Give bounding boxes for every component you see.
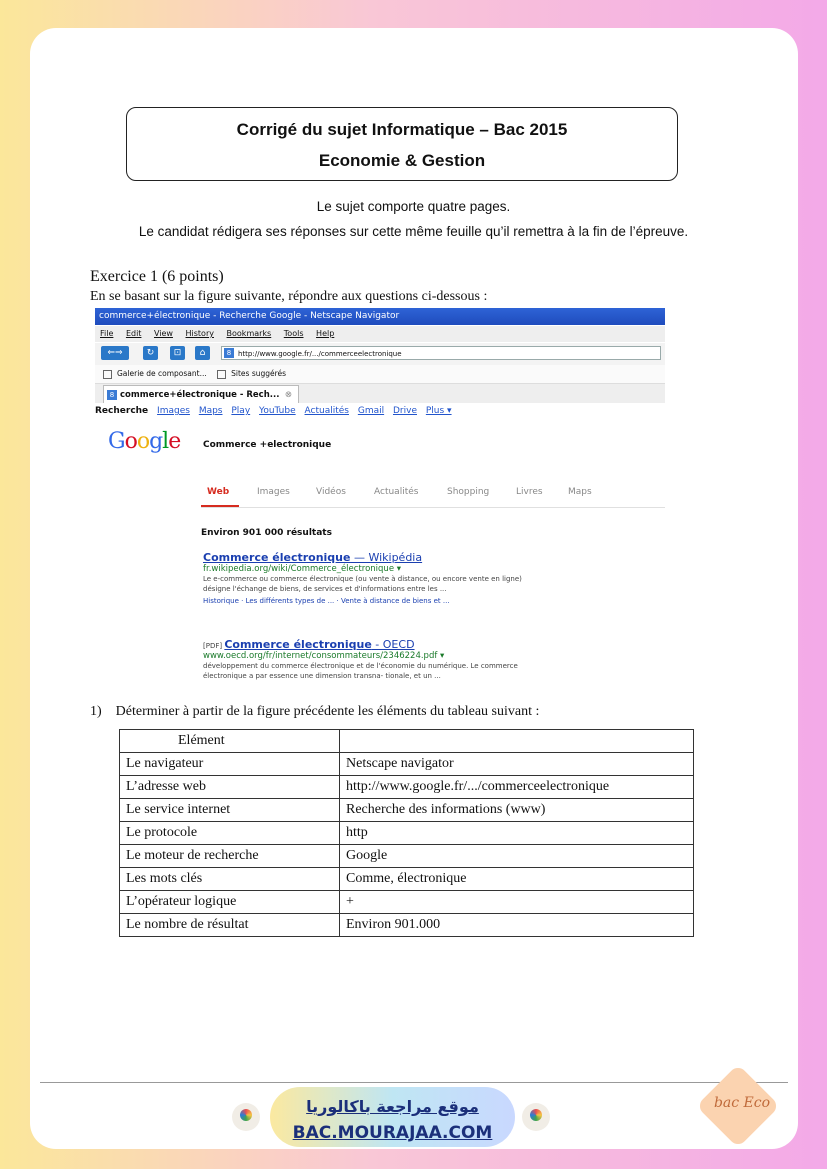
table-header-cell: [340, 730, 694, 753]
search-tab-images[interactable]: Images: [257, 487, 290, 497]
table-row: [120, 845, 694, 868]
divider: [201, 507, 665, 508]
table-cell: Le service internet: [120, 799, 340, 822]
table-cell: Les mots clés: [120, 868, 340, 891]
back-forward-icon[interactable]: ⇐⇒: [101, 346, 129, 360]
table-cell: Recherche des informations (www): [340, 799, 694, 822]
footer-divider: [40, 1082, 788, 1083]
search-result: [203, 553, 522, 606]
google-bar-recherche[interactable]: Recherche: [95, 406, 149, 416]
table-cell: Le navigateur: [120, 753, 340, 776]
menu-tools[interactable]: Tools: [283, 329, 304, 338]
bookmark-icon: [103, 370, 112, 379]
search-tab-web[interactable]: Web: [207, 487, 230, 497]
bookmark-galerie[interactable]: Galerie de composant...: [117, 369, 207, 378]
result-tag: [PDF]: [203, 642, 223, 650]
exercise-title: Exercice 1 (6 points): [90, 268, 224, 285]
result-title[interactable]: Commerce électronique: [224, 638, 372, 651]
table-row: [120, 776, 694, 799]
menu-help[interactable]: Help: [316, 329, 335, 338]
exercise-intro: En se basant sur la figure suivante, répondre aux questions ci-dessous :: [90, 289, 488, 304]
menu-bookmarks[interactable]: Bookmarks: [226, 329, 272, 338]
results-count: Environ 901 000 résultats: [201, 528, 332, 538]
result-source[interactable]: - OECD: [371, 638, 415, 651]
google-favicon-icon: 8: [107, 390, 117, 400]
bookmark-icon: [217, 370, 226, 379]
result-url[interactable]: fr.wikipedia.org/wiki/Commerce_électronique ▾: [203, 564, 402, 574]
search-result: [203, 640, 518, 681]
table-cell: L’opérateur logique: [120, 891, 340, 914]
google-bar-link[interactable]: Gmail: [357, 406, 385, 416]
table-cell: Google: [340, 845, 694, 868]
search-tab-actualites[interactable]: Actualités: [374, 487, 419, 497]
google-bar-link[interactable]: Actualités: [304, 406, 349, 416]
bac-eco-stamp-text: bac Eco: [713, 1095, 771, 1111]
table-cell: http: [340, 822, 694, 845]
table-cell: L’adresse web: [120, 776, 340, 799]
browser-screenshot: [95, 307, 665, 697]
table-cell: http://www.google.fr/.../commerceelectronique: [340, 776, 694, 799]
navigation-bar: [95, 343, 665, 365]
document-title: Corrigé du sujet Informatique – Bac 2015: [236, 120, 568, 139]
browser-tab[interactable]: [103, 385, 299, 403]
tab-bar: [95, 384, 665, 403]
google-logo: Google: [108, 429, 181, 454]
google-bar-link[interactable]: YouTube: [259, 406, 296, 416]
google-bar: [95, 404, 665, 419]
menu-bar: [95, 326, 665, 342]
active-tab-indicator: [201, 505, 239, 507]
bookmarks-bar: [95, 365, 665, 384]
search-tab-maps[interactable]: Maps: [568, 487, 592, 497]
search-tab-shopping[interactable]: Shopping: [447, 487, 490, 497]
result-title[interactable]: Commerce électronique: [203, 551, 351, 564]
google-bar-link[interactable]: Play: [231, 406, 251, 416]
address-bar[interactable]: [221, 346, 661, 360]
table-cell: Le nombre de résultat: [120, 914, 340, 937]
menu-view[interactable]: View: [153, 329, 173, 338]
result-sitelinks[interactable]: Historique · Les différents types de ... · Vente à distance de biens et ...: [203, 597, 450, 605]
result-source[interactable]: — Wikipédia: [350, 551, 423, 564]
google-bar-link[interactable]: Drive: [392, 406, 417, 416]
table-cell: Le protocole: [120, 822, 340, 845]
result-snippet: développement du commerce électronique et de l'économie du numérique. Le commerce: [203, 662, 518, 670]
answer-table: [119, 729, 694, 937]
close-tab-icon[interactable]: ⊗: [284, 390, 292, 400]
question-1: 1) Déterminer à partir de la figure précédente les éléments du tableau suivant :: [90, 704, 540, 719]
site-logo-icon: [232, 1103, 260, 1131]
table-cell: Comme, électronique: [340, 868, 694, 891]
note-instructions: Le candidat rédigera ses réponses sur cette même feuille qu’il remettra à la fin de l’épreuve.: [138, 224, 689, 239]
menu-file[interactable]: File: [100, 329, 114, 338]
table-row: [120, 799, 694, 822]
site-url[interactable]: BAC.MOURAJAA.COM: [292, 1123, 493, 1143]
title-box: [126, 107, 678, 181]
stop-icon[interactable]: ⊡: [170, 346, 185, 360]
document-subtitle: Economie & Gestion: [318, 151, 486, 170]
site-badge[interactable]: [270, 1087, 515, 1147]
google-bar-link[interactable]: Maps: [198, 406, 223, 416]
search-tab-livres[interactable]: Livres: [516, 487, 543, 497]
address-url: http://www.google.fr/.../commerceelectronique: [238, 350, 402, 358]
note-pages: Le sujet comporte quatre pages.: [316, 199, 511, 214]
window-titlebar: commerce+électronique - Recherche Google - Netscape Navigator: [95, 308, 665, 325]
reload-icon[interactable]: ↻: [143, 346, 158, 360]
table-header-row: [120, 730, 694, 753]
bookmark-sites[interactable]: Sites suggérés: [231, 369, 287, 378]
result-snippet: Le e-commerce ou commerce électronique (ou vente à distance, ou encore vente en ligne): [203, 575, 522, 583]
google-bar-link[interactable]: Images: [157, 406, 190, 416]
table-row: [120, 868, 694, 891]
google-bar-link[interactable]: Plus ▾: [425, 406, 452, 416]
table-row: [120, 914, 694, 937]
google-favicon-icon: 8: [224, 348, 234, 358]
table-header-cell: Elément: [120, 730, 340, 753]
table-row: [120, 753, 694, 776]
menu-history[interactable]: History: [185, 329, 214, 338]
table-row: [120, 891, 694, 914]
table-cell: +: [340, 891, 694, 914]
search-query[interactable]: Commerce +electronique: [203, 440, 332, 450]
site-name-arabic[interactable]: موقع مراجعة باكالوريا: [306, 1097, 479, 1116]
search-tab-videos[interactable]: Vidéos: [316, 487, 346, 497]
site-logo-icon: [522, 1103, 550, 1131]
result-snippet: électronique a par essence une dimension transna- tionale, et un ...: [203, 672, 441, 680]
result-snippet: désigne l'échange de biens, de services et d'informations entre les ...: [203, 585, 447, 593]
menu-edit[interactable]: Edit: [125, 329, 142, 338]
table-cell: Environ 901.000: [340, 914, 694, 937]
home-icon[interactable]: ⌂: [195, 346, 210, 360]
table-cell: Le moteur de recherche: [120, 845, 340, 868]
result-url[interactable]: www.oecd.org/fr/internet/consommateurs/2346224.pdf ▾: [203, 651, 445, 661]
tab-label: commerce+électronique - Rech...: [120, 390, 280, 400]
table-row: [120, 822, 694, 845]
table-cell: Netscape navigator: [340, 753, 694, 776]
